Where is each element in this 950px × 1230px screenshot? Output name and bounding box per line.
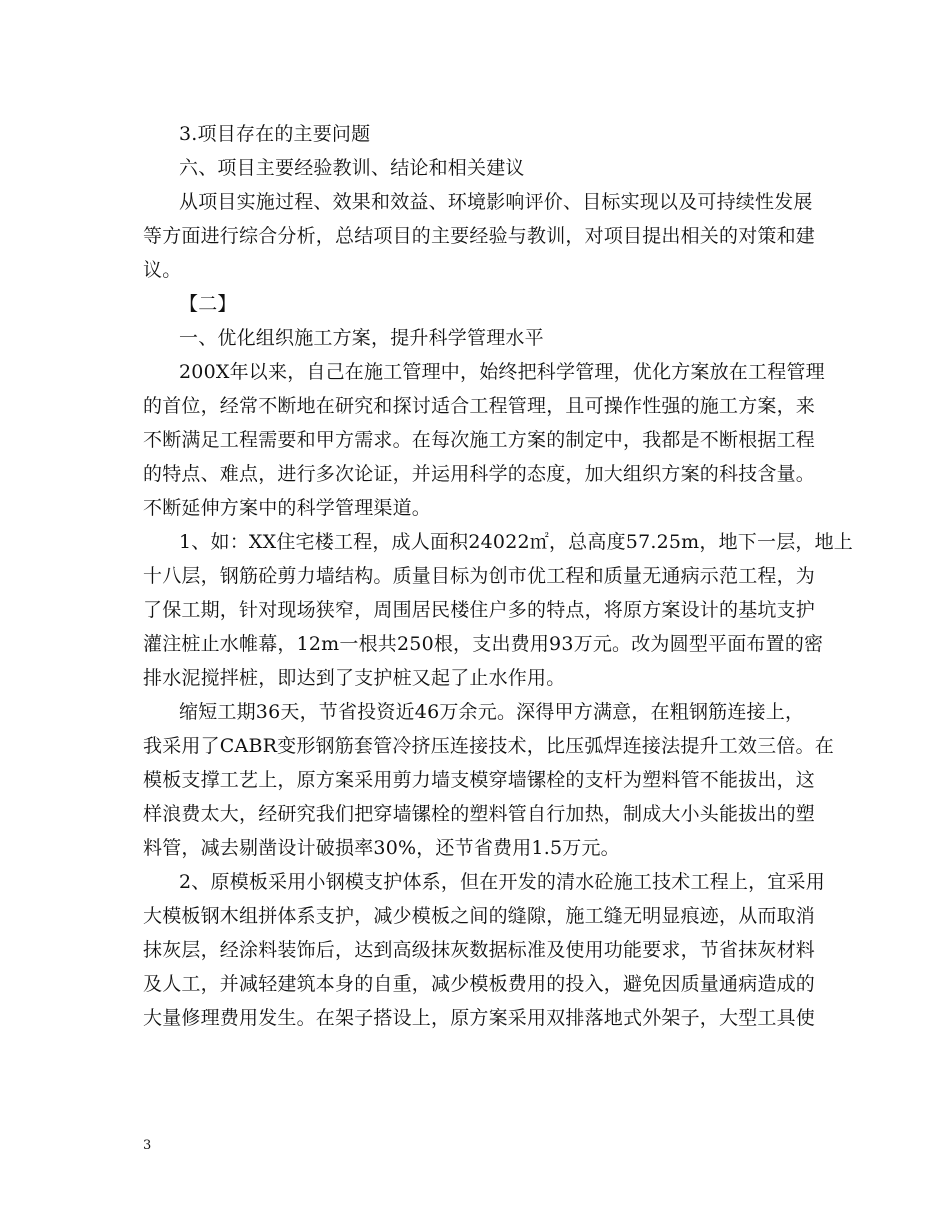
text-line: 【二】	[179, 293, 237, 315]
text-line: 样浪费太大，经研究我们把穿墙镙栓的塑料管自行加热，制成大小头能拔出的塑	[143, 803, 816, 825]
text-line: 模板支撑工艺上，原方案采用剪力墙支模穿墙镙栓的支杆为塑料管不能拔出，这	[143, 769, 816, 791]
text-line: 不断满足工程需要和甲方需求。在每次施工方案的制定中，我都是不断根据工程	[143, 429, 816, 451]
text-line: 等方面进行综合分析，总结项目的主要经验与教训，对项目提出相关的对策和建	[143, 225, 816, 247]
text-line: 十八层，钢筋砼剪力墙结构。质量目标为创市优工程和质量无通病示范工程，为	[143, 565, 816, 587]
text-line: 六、项目主要经验教训、结论和相关建议	[179, 157, 525, 179]
text-line: 从项目实施过程、效果和效益、环境影响评价、目标实现以及可持续性发展	[179, 191, 813, 213]
text-line: 200X年以来，自己在施工管理中，始终把科学管理，优化方案放在工程管理	[179, 361, 825, 383]
text-line: 的首位，经常不断地在研究和探讨适合工程管理，且可操作性强的施工方案，来	[143, 395, 816, 417]
text-line: 我采用了CABR变形钢筋套管冷挤压连接技术，比压弧焊连接法提升工效三倍。在	[143, 735, 834, 757]
text-line: 议。	[143, 259, 182, 281]
text-line: 了保工期，针对现场狭窄，周围居民楼住户多的特点，将原方案设计的基坑支护	[143, 599, 816, 621]
text-line: 不断延伸方案中的科学管理渠道。	[143, 497, 432, 519]
text-line: 灌注桩止水帷幕，12m一根共250根，支出费用93万元。改为圆型平面布置的密	[143, 633, 824, 655]
text-line: 2、原模板采用小钢模支护体系，但在开发的清水砼施工技术工程上，宜采用	[179, 871, 825, 893]
text-line: 缩短工期36天，节省投资近46万余元。深得甲方满意，在粗钢筋连接上，	[179, 701, 805, 723]
text-line: 大模板钢木组拼体系支护，减少模板之间的缝隙，施工缝无明显痕迹，从而取消	[143, 905, 816, 927]
page-number: 3	[143, 1138, 152, 1153]
text-line: 大量修理费用发生。在架子搭设上，原方案采用双排落地式外架子，大型工具使	[143, 1007, 816, 1029]
document-body	[143, 117, 853, 1035]
text-line: 及人工，并减轻建筑本身的自重，减少模板费用的投入，避免因质量通病造成的	[143, 973, 816, 995]
text-line: 料管，减去剔凿设计破损率30%，还节省费用1.5万元。	[143, 837, 620, 859]
text-line: 3.项目存在的主要问题	[179, 123, 371, 145]
text-line: 1、如：XX住宅楼工程，成人面积24022㎡，总高度57.25m，地下一层，地上	[179, 531, 853, 553]
text-line: 一、优化组织施工方案，提升科学管理水平	[179, 327, 544, 349]
text-line: 排水泥搅拌桩，即达到了支护桩又起了止水作用。	[143, 667, 566, 689]
text-line: 的特点、难点，进行多次论证，并运用科学的态度，加大组织方案的科技含量。	[143, 463, 816, 485]
text-line: 抹灰层，经涂料装饰后，达到高级抹灰数据标准及使用功能要求，节省抹灰材料	[143, 939, 816, 961]
